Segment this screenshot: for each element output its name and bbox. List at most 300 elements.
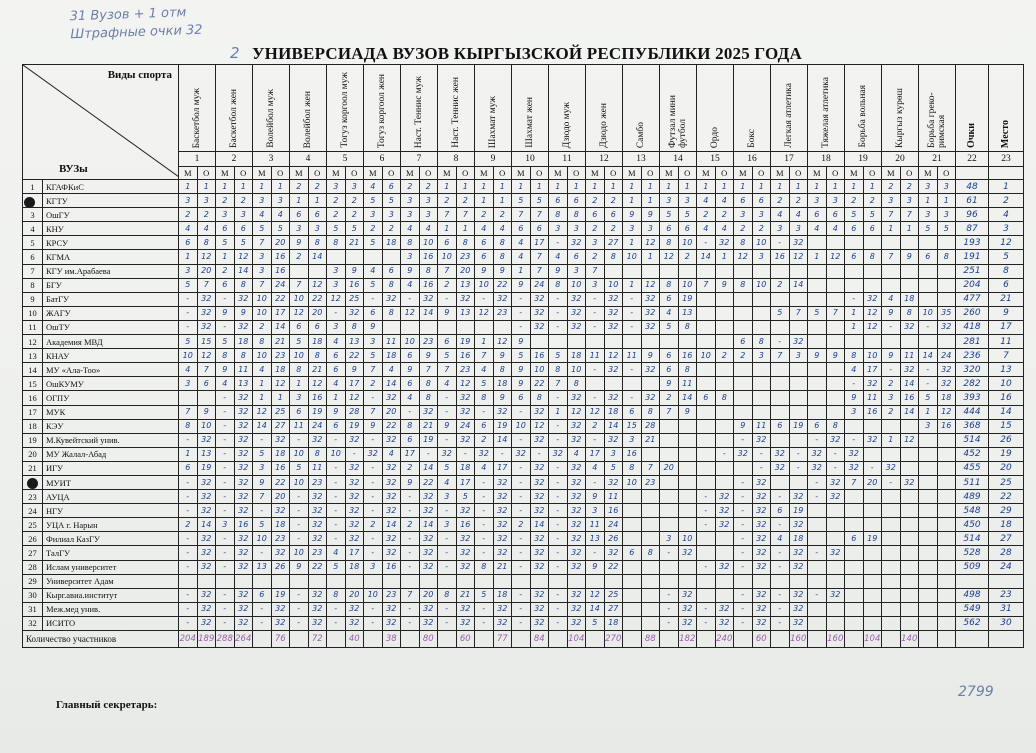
place-cell: 6 xyxy=(290,405,309,419)
place-cell: 5 xyxy=(327,560,346,574)
place-cell xyxy=(697,532,716,546)
place-cell: 3 xyxy=(623,433,642,447)
place-cell: 4 xyxy=(216,377,235,391)
place-cell xyxy=(882,546,901,560)
place-cell: 8 xyxy=(401,236,420,250)
place-cell: 4 xyxy=(808,222,827,236)
points-cell xyxy=(826,264,845,278)
place-cell: 6 xyxy=(734,194,753,208)
points-cell xyxy=(826,377,845,391)
points-cell: 32 xyxy=(419,546,438,560)
points-cell: 1 xyxy=(715,180,734,194)
points-cell xyxy=(937,504,956,518)
sub-header-empty xyxy=(956,167,989,180)
sub-header-points: О xyxy=(530,167,549,180)
points-cell: 32 xyxy=(345,602,364,616)
place-cell: - xyxy=(216,616,235,630)
total-points-cell: 562 xyxy=(956,616,989,630)
points-cell: 8 xyxy=(863,250,882,264)
place-cell: 5 xyxy=(364,236,383,250)
points-cell: 21 xyxy=(641,433,660,447)
place-cell xyxy=(364,250,383,264)
points-cell xyxy=(715,377,734,391)
points-cell: 18 xyxy=(604,616,623,630)
place-cell: 6 xyxy=(179,236,198,250)
points-cell: 2 xyxy=(308,180,327,194)
place-cell: 10 xyxy=(290,292,309,306)
points-cell: 32 xyxy=(345,475,364,489)
place-cell: 2 xyxy=(216,264,235,278)
points-cell: 32 xyxy=(715,560,734,574)
final-place-cell: 19 xyxy=(989,447,1024,461)
place-cell xyxy=(734,306,753,320)
place-cell: - xyxy=(179,532,198,546)
place-cell: 5 xyxy=(364,349,383,363)
place-cell xyxy=(697,419,716,433)
points-cell xyxy=(678,518,697,532)
points-cell: 16 xyxy=(530,349,549,363)
table-row xyxy=(23,504,1024,518)
place-cell xyxy=(660,504,679,518)
points-cell: 32 xyxy=(493,518,512,532)
points-cell: 32 xyxy=(456,560,475,574)
place-cell xyxy=(882,588,901,602)
university-name: Университет Адам xyxy=(43,574,179,588)
points-cell xyxy=(641,588,660,602)
points-cell: 18 xyxy=(382,236,401,250)
points-cell: 32 xyxy=(234,475,253,489)
points-cell: 25 xyxy=(271,405,290,419)
place-cell: 9 xyxy=(438,419,457,433)
points-cell: 32 xyxy=(234,461,253,475)
place-cell: 4 xyxy=(438,377,457,391)
place-cell: 1 xyxy=(808,250,827,264)
points-cell xyxy=(900,560,919,574)
points-cell xyxy=(937,264,956,278)
university-name: ОшГУ xyxy=(43,208,179,222)
place-cell: 3 xyxy=(919,180,938,194)
place-cell: - xyxy=(549,236,568,250)
place-cell xyxy=(623,532,642,546)
points-cell: 18 xyxy=(567,349,586,363)
points-cell: 4 xyxy=(271,208,290,222)
place-cell xyxy=(808,616,827,630)
place-cell xyxy=(623,490,642,504)
points-cell: 4 xyxy=(197,222,216,236)
points-cell: 16 xyxy=(863,405,882,419)
place-cell xyxy=(623,574,642,588)
place-cell: 1 xyxy=(216,180,235,194)
place-cell: - xyxy=(364,490,383,504)
place-cell: 4 xyxy=(253,208,272,222)
points-cell xyxy=(826,292,845,306)
place-cell xyxy=(919,490,938,504)
points-cell: 32 xyxy=(382,616,401,630)
place-cell: 6 xyxy=(401,377,420,391)
points-cell: 32 xyxy=(493,292,512,306)
sub-header-place: М xyxy=(919,167,938,180)
place-cell: 8 xyxy=(549,208,568,222)
place-cell: - xyxy=(253,546,272,560)
final-place-cell: 28 xyxy=(989,546,1024,560)
place-cell xyxy=(919,560,938,574)
participants-count-cell xyxy=(660,631,679,648)
place-cell: - xyxy=(179,616,198,630)
place-cell: 6 xyxy=(549,194,568,208)
place-cell: - xyxy=(734,616,753,630)
place-cell: 1 xyxy=(734,180,753,194)
place-cell xyxy=(364,574,383,588)
place-cell: 5 xyxy=(216,236,235,250)
points-cell: 11 xyxy=(382,335,401,349)
points-cell: 32 xyxy=(789,335,808,349)
place-cell: 9 xyxy=(512,377,531,391)
points-cell: 20 xyxy=(345,588,364,602)
points-cell: 28 xyxy=(345,405,364,419)
sport-number: 17 xyxy=(771,152,808,167)
points-cell: 22 xyxy=(308,292,327,306)
place-cell xyxy=(808,335,827,349)
place-cell: 2 xyxy=(364,222,383,236)
points-cell: 32 xyxy=(382,546,401,560)
points-cell: 18 xyxy=(234,335,253,349)
place-cell: - xyxy=(549,504,568,518)
points-cell xyxy=(900,588,919,602)
points-cell xyxy=(752,405,771,419)
final-place-cell: 18 xyxy=(989,518,1024,532)
points-cell: 14 xyxy=(900,377,919,391)
points-cell: 2 xyxy=(678,250,697,264)
points-cell: 1 xyxy=(271,180,290,194)
points-cell xyxy=(715,546,734,560)
place-cell: 3 xyxy=(586,504,605,518)
total-points-cell: 251 xyxy=(956,264,989,278)
points-cell: 32 xyxy=(234,292,253,306)
points-cell xyxy=(641,560,660,574)
place-cell: 1 xyxy=(623,278,642,292)
points-cell: 6 xyxy=(567,194,586,208)
points-cell: 32 xyxy=(789,518,808,532)
points-cell xyxy=(715,461,734,475)
place-cell: - xyxy=(734,433,753,447)
points-cell: 12 xyxy=(197,250,216,264)
place-cell: - xyxy=(475,532,494,546)
points-cell: 6 xyxy=(382,264,401,278)
place-cell: - xyxy=(808,588,827,602)
points-cell: 32 xyxy=(752,475,771,489)
place-cell xyxy=(919,504,938,518)
place-cell xyxy=(623,602,642,616)
points-cell: 32 xyxy=(530,433,549,447)
points-cell: 32 xyxy=(419,560,438,574)
points-cell: 23 xyxy=(382,588,401,602)
place-cell: 1 xyxy=(882,222,901,236)
points-cell: 12 xyxy=(641,236,660,250)
points-cell: 16 xyxy=(345,278,364,292)
points-cell xyxy=(900,335,919,349)
points-cell xyxy=(937,588,956,602)
points-cell: 32 xyxy=(567,616,586,630)
place-cell: 10 xyxy=(290,349,309,363)
final-place-cell: 10 xyxy=(989,377,1024,391)
place-cell: 9 xyxy=(290,236,309,250)
participants-count-cell xyxy=(771,631,790,648)
place-cell: 9 xyxy=(364,320,383,334)
points-cell: 32 xyxy=(530,306,549,320)
points-cell xyxy=(826,518,845,532)
points-cell: 4 xyxy=(419,222,438,236)
place-cell xyxy=(845,560,864,574)
points-cell: 8 xyxy=(530,391,549,405)
points-cell: 32 xyxy=(641,363,660,377)
place-cell xyxy=(845,504,864,518)
place-cell: 4 xyxy=(586,461,605,475)
place-cell xyxy=(734,574,753,588)
place-cell: 5 xyxy=(364,278,383,292)
place-cell: 9 xyxy=(438,306,457,320)
place-cell xyxy=(697,475,716,489)
points-cell: 14 xyxy=(419,518,438,532)
sport-number: 12 xyxy=(586,152,623,167)
place-cell: 6 xyxy=(364,306,383,320)
points-cell: 8 xyxy=(567,208,586,222)
points-cell: 6 xyxy=(863,222,882,236)
table-row xyxy=(23,278,1024,292)
place-cell: - xyxy=(327,433,346,447)
participants-count-cell: 264 xyxy=(234,631,253,648)
place-cell xyxy=(660,475,679,489)
points-cell xyxy=(937,335,956,349)
final-place-cell: 16 xyxy=(989,391,1024,405)
points-cell: 11 xyxy=(234,363,253,377)
points-cell xyxy=(641,616,660,630)
points-cell xyxy=(641,602,660,616)
points-cell: 12 xyxy=(567,405,586,419)
sport-number: 1 xyxy=(179,152,216,167)
place-cell xyxy=(882,616,901,630)
points-cell: 32 xyxy=(234,546,253,560)
points-cell: 21 xyxy=(419,419,438,433)
points-cell: 3 xyxy=(308,222,327,236)
place-cell: - xyxy=(475,518,494,532)
place-cell xyxy=(734,264,753,278)
row-index: 7 xyxy=(23,264,43,278)
place-cell: 6 xyxy=(401,349,420,363)
total-points-cell: 320 xyxy=(956,363,989,377)
place-cell: - xyxy=(549,616,568,630)
place-cell xyxy=(623,518,642,532)
table-row xyxy=(23,419,1024,433)
place-cell: - xyxy=(512,532,531,546)
points-cell: 32 xyxy=(197,475,216,489)
place-cell: - xyxy=(586,306,605,320)
place-cell: 32 xyxy=(549,447,568,461)
place-cell: 11 xyxy=(290,419,309,433)
points-cell: 12 xyxy=(345,391,364,405)
points-cell: 1 xyxy=(937,194,956,208)
place-cell: 7 xyxy=(697,278,716,292)
sport-name: Баскетбол жен xyxy=(229,89,239,148)
points-cell: 32 xyxy=(234,602,253,616)
points-cell: 14 xyxy=(308,250,327,264)
place-cell: - xyxy=(512,475,531,489)
points-cell: 32 xyxy=(345,433,364,447)
points-cell xyxy=(789,475,808,489)
points-cell xyxy=(900,461,919,475)
place-cell: 10 xyxy=(290,546,309,560)
sub-header-place: М xyxy=(290,167,309,180)
table-row xyxy=(23,588,1024,602)
place-cell: 8 xyxy=(253,335,272,349)
sport-header xyxy=(845,65,882,152)
place-cell xyxy=(179,391,198,405)
points-cell xyxy=(715,475,734,489)
place-cell: - xyxy=(549,560,568,574)
place-cell: 3 xyxy=(882,391,901,405)
points-cell: 32 xyxy=(197,602,216,616)
points-cell: 24 xyxy=(604,518,623,532)
row-index: 18 xyxy=(23,419,43,433)
points-cell xyxy=(234,574,253,588)
place-cell: 1 xyxy=(253,377,272,391)
university-name: НГУ xyxy=(43,504,179,518)
place-cell: 1 xyxy=(253,391,272,405)
points-cell: 13 xyxy=(345,335,364,349)
place-cell: 6 xyxy=(512,391,531,405)
sport-header xyxy=(882,65,919,152)
points-cell: 32 xyxy=(567,588,586,602)
sub-header-place: М xyxy=(179,167,198,180)
points-cell: 1 xyxy=(900,222,919,236)
place-cell: - xyxy=(586,546,605,560)
place-cell: - xyxy=(882,475,901,489)
points-cell: 2 xyxy=(863,194,882,208)
points-cell: 6 xyxy=(678,222,697,236)
points-cell: 5 xyxy=(863,208,882,222)
points-cell xyxy=(863,574,882,588)
points-cell: 32 xyxy=(789,560,808,574)
sub-header-place: М xyxy=(586,167,605,180)
points-cell: - xyxy=(789,447,808,461)
place-cell: 8 xyxy=(734,236,753,250)
place-cell xyxy=(327,574,346,588)
points-cell: 14 xyxy=(678,391,697,405)
points-cell: 32 xyxy=(752,532,771,546)
place-cell: - xyxy=(290,433,309,447)
place-cell: 4 xyxy=(364,264,383,278)
place-cell: - xyxy=(475,504,494,518)
table-row xyxy=(23,391,1024,405)
place-cell: 7 xyxy=(290,278,309,292)
sub-header-points: О xyxy=(308,167,327,180)
points-cell: 10 xyxy=(678,532,697,546)
points-cell: 32 xyxy=(382,504,401,518)
place-cell: - xyxy=(216,447,235,461)
total-points-cell: 48 xyxy=(956,180,989,194)
points-cell: 1 xyxy=(493,180,512,194)
points-cell xyxy=(863,588,882,602)
points-cell: 32 xyxy=(530,490,549,504)
final-place-cell: 9 xyxy=(989,306,1024,320)
university-name: ТалГУ xyxy=(43,546,179,560)
university-name: КНАУ xyxy=(43,349,179,363)
place-cell: 12 xyxy=(327,292,346,306)
points-cell: 2 xyxy=(419,180,438,194)
points-cell: 16 xyxy=(678,349,697,363)
points-cell: 4 xyxy=(715,222,734,236)
sub-header-points: О xyxy=(715,167,734,180)
points-cell: 32 xyxy=(271,546,290,560)
sub-header-points: О xyxy=(863,167,882,180)
points-cell xyxy=(678,447,697,461)
place-cell: 7 xyxy=(179,405,198,419)
place-cell: 5 xyxy=(586,616,605,630)
place-cell xyxy=(660,518,679,532)
place-cell: - xyxy=(660,602,679,616)
place-cell: - xyxy=(697,518,716,532)
place-cell: 3 xyxy=(327,278,346,292)
points-cell: 12 xyxy=(826,250,845,264)
place-cell: - xyxy=(438,292,457,306)
points-cell: 32 xyxy=(271,504,290,518)
points-cell: 32 xyxy=(530,532,549,546)
place-cell: - xyxy=(586,433,605,447)
points-cell: 32 xyxy=(345,490,364,504)
sport-name: Наст. Теннис жен xyxy=(451,77,461,148)
place-cell: 3 xyxy=(919,208,938,222)
points-cell: 32 xyxy=(678,546,697,560)
points-cell: 20 xyxy=(308,306,327,320)
points-cell: 32 xyxy=(567,490,586,504)
sport-header xyxy=(623,65,660,152)
place-cell: 5 xyxy=(179,278,198,292)
points-cell: 32 xyxy=(419,602,438,616)
points-cell: 8 xyxy=(715,391,734,405)
place-cell: 12 xyxy=(401,306,420,320)
results-table xyxy=(22,64,1024,648)
points-cell: 10 xyxy=(863,349,882,363)
points-cell xyxy=(863,602,882,616)
place-cell: 10 xyxy=(327,447,346,461)
points-cell: 22 xyxy=(308,560,327,574)
place-cell: 9 xyxy=(660,377,679,391)
sport-header xyxy=(549,65,586,152)
participants-count-row xyxy=(23,631,1024,648)
points-cell: 14 xyxy=(900,405,919,419)
row-index: 21 xyxy=(23,461,43,475)
row-index: 28 xyxy=(23,560,43,574)
place-cell: 32 xyxy=(364,447,383,461)
points-cell: 8 xyxy=(419,264,438,278)
place-cell xyxy=(771,475,790,489)
place-cell: - xyxy=(549,320,568,334)
place-cell: 2 xyxy=(475,433,494,447)
place-cell: 2 xyxy=(364,518,383,532)
points-cell: 10 xyxy=(604,278,623,292)
points-cell: 21 xyxy=(456,588,475,602)
table-row xyxy=(23,335,1024,349)
place-cell: - xyxy=(512,320,531,334)
place-cell xyxy=(808,377,827,391)
points-cell: 8 xyxy=(456,236,475,250)
points-cell xyxy=(604,335,623,349)
final-place-cell: 6 xyxy=(989,278,1024,292)
place-cell: - xyxy=(327,461,346,475)
place-cell: 32 xyxy=(845,461,864,475)
sport-header xyxy=(660,65,697,152)
points-cell: 14 xyxy=(382,377,401,391)
points-cell: 19 xyxy=(197,461,216,475)
